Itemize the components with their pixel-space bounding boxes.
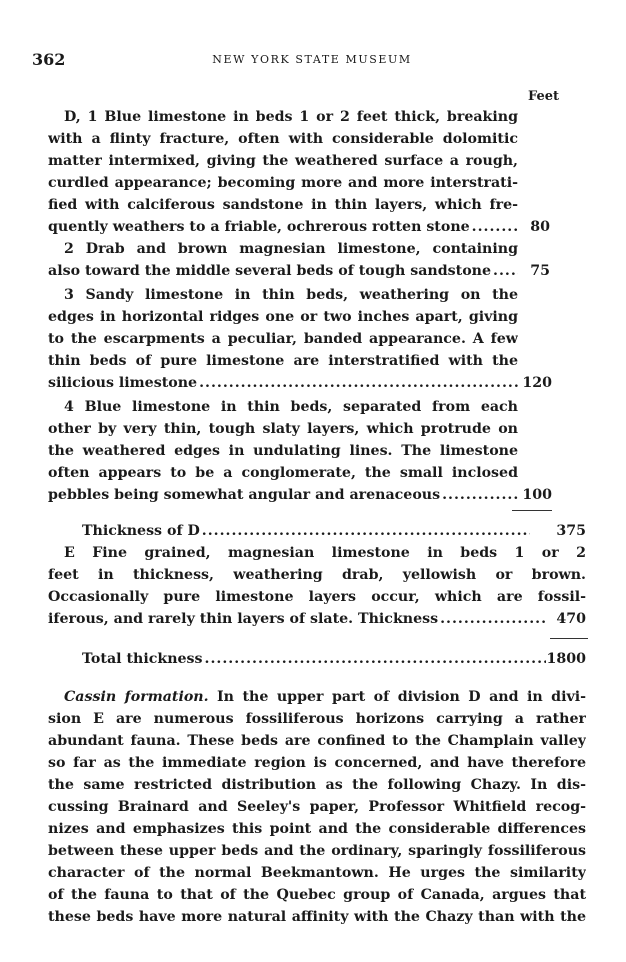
cassin-formation-heading: Cassin formation. [64,689,209,705]
paragraph-line: character of the normal Beekmantown. He urges the similarity [48,865,586,881]
running-title: NEW YORK STATE MUSEUM [212,53,412,66]
paragraph-line: abundant fauna. These beds are confined to the Champlain valley [48,733,586,749]
paragraph-first-line-text: In the upper part of division D and in divi- [208,689,586,705]
feet-column-heading: Feet [528,89,560,104]
d1-line: curdled appearance; becoming more and more interstrati- [48,175,518,191]
d3-line: to the escarpments a peculiar, banded appearance. A few [48,331,518,347]
e-line-leader [48,608,548,630]
thickness-of-d-label: Thickness of D [82,523,200,539]
d4-line-text: pebbles being somewhat angular and arenaceous [48,487,441,503]
dot-leader [438,608,548,630]
d2-line-text: also toward the middle several beds of tough sandstone [48,263,492,279]
d4-line: 4 Blue limestone in thin beds, separated from each [64,399,518,415]
page-number: 362 [32,50,66,69]
dot-leader [200,520,530,542]
paragraph-line: these beds have more natural affinity with the Chazy than with the [48,909,586,925]
page-header [32,50,592,70]
d3-thickness-value: 120 [522,375,552,391]
e-line-text: iferous, and rarely thin layers of slate. Thickness [48,611,439,627]
d1-line: matter intermixed, giving the weathered surface a rough, [48,153,518,169]
d4-thickness-value: 100 [522,487,552,503]
d2-thickness-value: 75 [530,263,550,279]
paragraph-line: cussing Brainard and Seeley's paper, Professor Whitfield recog- [48,799,586,815]
d2-line-leader [48,260,518,282]
paragraph-line: sion E are numerous fossiliferous horizons carrying a rather [48,711,586,727]
paragraph-line: so far as the immediate region is concerned, and have therefore [48,755,586,771]
d1-line: D, 1 Blue limestone in beds 1 or 2 feet thick, breaking [64,109,518,125]
e-line: Occasionally pure limestone layers occur, which are fossil- [48,589,586,605]
subtotal-rule [512,510,552,511]
d2-line: 2 Drab and brown magnesian limestone, containing [64,241,518,257]
dot-leader [203,648,546,670]
dot-leader [440,484,518,506]
paragraph-line: the same restricted distribution as the following Chazy. In dis- [48,777,586,793]
paragraph-line: between these upper beds and the ordinary, sparingly fossiliferous [48,843,586,859]
thickness-of-d-line [48,520,530,542]
d3-line-text: silicious limestone [48,375,198,391]
d4-line: other by very thin, tough slaty layers, which protrude on [48,421,518,437]
d1-line: with a flinty fracture, often with considerable dolomitic [48,131,518,147]
d3-line: 3 Sandy limestone in thin beds, weathering on the [64,287,518,303]
paragraph-first-line [48,686,586,708]
d3-line-leader [48,372,518,394]
d3-line: edges in horizontal ridges one or two inches apart, giving [48,309,518,325]
e-line: E Fine grained, magnesian limestone in beds 1 or 2 [64,545,586,561]
d1-thickness-value: 80 [530,219,550,235]
thickness-of-d-value: 375 [556,523,586,539]
dot-leader [197,372,518,394]
total-thickness-line [48,648,546,670]
e-line: feet in thickness, weathering drab, yellowish or brown. [48,567,586,583]
d1-line: fied with calciferous sandstone in thin layers, which fre- [48,197,518,213]
total-thickness-value: 1800 [546,651,586,667]
d4-line: the weathered edges in undulating lines. The limestone [48,443,518,459]
total-rule [550,638,588,639]
d1-line-text: quently weathers to a friable, ochrerous rotten stone [48,219,470,235]
total-thickness-label: Total thickness [82,651,203,667]
d3-line: thin beds of pure limestone are interstratified with the [48,353,518,369]
d4-line: often appears to be a conglomerate, the small inclosed [48,465,518,481]
paragraph-line: of the fauna to that of the Quebec group of Canada, argues that [48,887,586,903]
d1-line-leader [48,216,518,238]
e-thickness-value: 470 [556,611,586,627]
d4-line-leader [48,484,518,506]
paragraph-line: nizes and emphasizes this point and the considerable differences [48,821,586,837]
